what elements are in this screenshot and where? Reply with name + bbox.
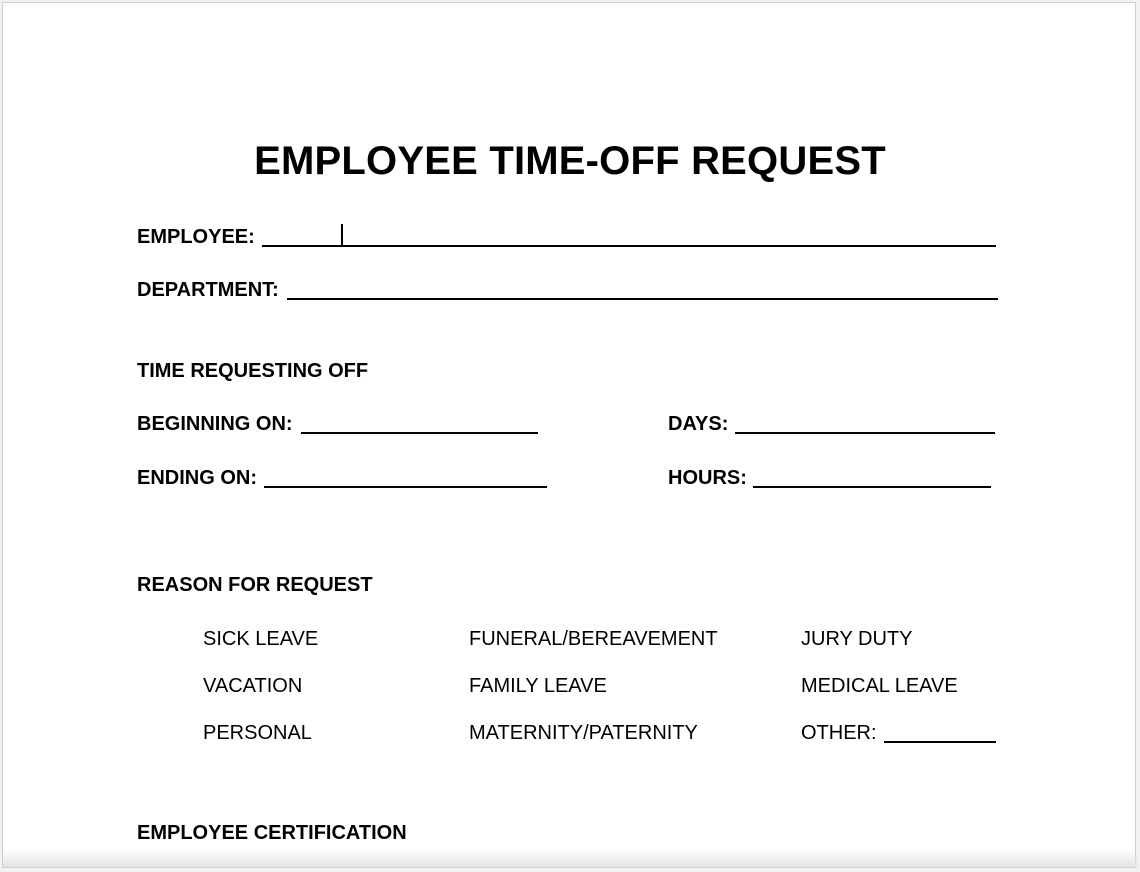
form-title: EMPLOYEE TIME-OFF REQUEST — [254, 139, 886, 183]
reason-option-family-leave[interactable]: FAMILY LEAVE — [469, 675, 607, 697]
reason-option-jury-duty[interactable]: JURY DUTY — [801, 628, 913, 650]
days-label: DAYS: — [668, 413, 729, 435]
days-field[interactable] — [735, 432, 995, 434]
ending-on-field[interactable] — [264, 486, 547, 488]
reason-heading: REASON FOR REQUEST — [137, 574, 373, 596]
reason-option-medical-leave[interactable]: MEDICAL LEAVE — [801, 675, 958, 697]
hours-field[interactable] — [753, 486, 991, 488]
beginning-on-field[interactable] — [301, 432, 538, 434]
document-page — [2, 2, 1136, 868]
hours-label: HOURS: — [668, 467, 747, 489]
certification-heading: EMPLOYEE CERTIFICATION — [137, 822, 407, 844]
department-label: DEPARTMENT: — [137, 279, 279, 301]
ending-on-label: ENDING ON: — [137, 467, 257, 489]
reason-option-sick-leave[interactable]: SICK LEAVE — [203, 628, 319, 650]
text-caret — [341, 224, 343, 246]
reason-option-vacation[interactable]: VACATION — [203, 675, 303, 697]
employee-field[interactable] — [262, 245, 996, 247]
reason-option-other[interactable]: OTHER: — [801, 722, 877, 744]
time-off-heading: TIME REQUESTING OFF — [137, 360, 369, 382]
reason-option-personal[interactable]: PERSONAL — [203, 722, 312, 744]
page-bottom-shadow — [3, 849, 1137, 867]
other-reason-field[interactable] — [884, 741, 996, 743]
reason-option-funeral-bereavement[interactable]: FUNERAL/BEREAVEMENT — [469, 628, 718, 650]
department-field[interactable] — [287, 298, 998, 300]
reason-option-maternity-paternity[interactable]: MATERNITY/PATERNITY — [469, 722, 698, 744]
employee-label: EMPLOYEE: — [137, 226, 255, 248]
beginning-on-label: BEGINNING ON: — [137, 413, 293, 435]
